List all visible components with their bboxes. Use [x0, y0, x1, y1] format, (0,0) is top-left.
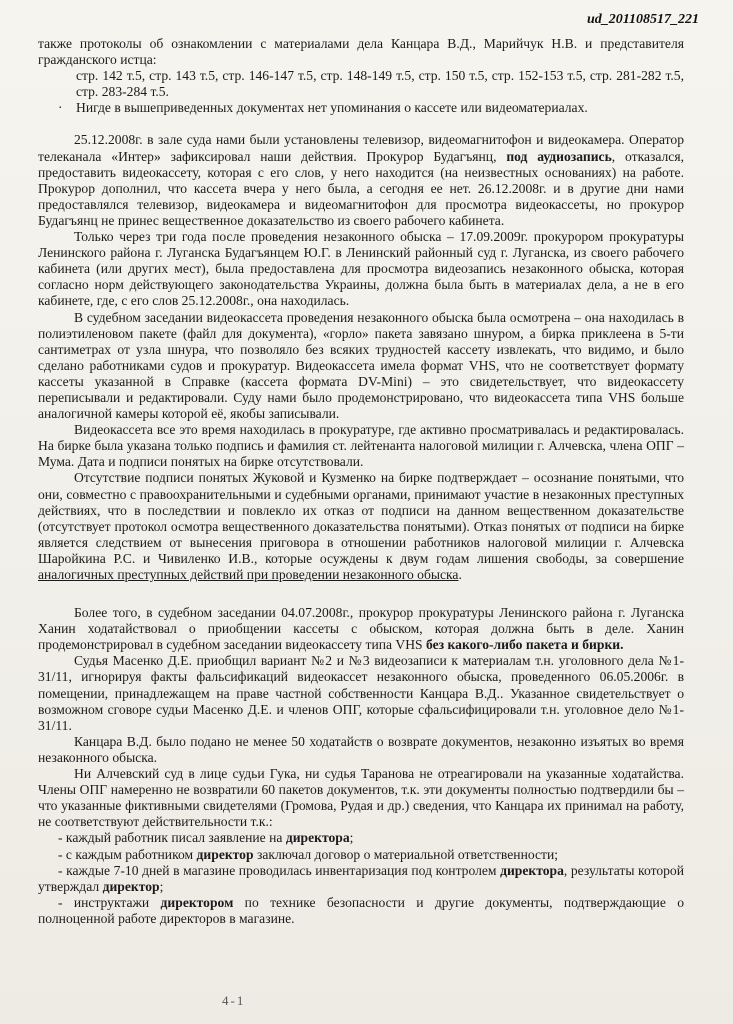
paragraph: Отсутствие подписи понятых Жуковой и Кузменко на бирке подтверждает – осознание понятыми, что они, совместно с правоохранительными и судебными органами, принимают участие в незаконных преступных действиях, что в последствии и повлекло их отказ от подписи на данном вещественном доказательстве (отсутствует протокол осмотра вещественного доказательства понятыми). Отказ понятых от подписи на бирке является следствием от вынесения приговора в отношении работников налоговой милиции г. Алчевска Шаройкина Р.С. и Чивиленко И.В., которые осуждены к двум годам лишения свободы, за совершение аналогичных преступных действий при проведении незаконного обыска.	[38, 470, 684, 582]
bullet-dot: ·	[58, 100, 63, 116]
paragraph: · Нигде в вышеприведенных документах нет упоминания о кассете или видеоматериалах.	[58, 100, 588, 116]
paragraph: Судья Масенко Д.Е. приобщил вариант №2 и №3 видеозаписи к материалам т.н. уголовного дела №1-31/11, игнорируя факты фальсификаций видеокассет незаконного обыска, проведенного 06.05.2006г. в помещении, принадлежащем на праве частной собственности Канцара В.Д.. Указанное свидетельствует о возможном сговоре судьи Масенко Д.Е. и членов ОПГ, которые сфальсифицировали т.н. уголовное дело №1-31/11.	[38, 653, 684, 733]
paragraph: Только через три года после проведения незаконного обыска – 17.09.2009г. прокурором прокуратуры Ленинского района г. Луганска Будагъянцем Ю.Г. в Ленинский районный суд г. Луганска, из своего рабочего кабинета (или других мест), была предоставлена для просмотра видеозапись незаконного обыска, которая согласно норм действующего законодательства Украины, должна была быть в материалах дела, а не в его кабинете, где, с его слов 25.12.2008г., она находилась.	[38, 229, 684, 309]
paragraph: также протоколы об ознакомлении с материалами дела Канцара В.Д., Марийчук Н.В. и представителя гражданского истца:	[38, 36, 684, 68]
list-item: - каждые 7-10 дней в магазине проводилась инвентаризация под контролем директора, результаты которой утверждал директор;	[38, 862, 685, 894]
handwritten-mark: 4-1	[222, 993, 246, 1008]
paragraph: Более того, в судебном заседании 04.07.2008г., прокурор прокуратуры Ленинского района г. Луганска Ханин ходатайствовал о приобщении кассеты с обыском, которая должна быть в деле. Ханин продемонстрировал в судебном заседании видеокассету типа VHS без какого-либо пакета и бирки.	[38, 605, 684, 653]
underlined-text: аналогичных преступных действий при проведении незаконного обыска	[38, 567, 459, 582]
paragraph: Видеокассета все это время находилась в прокуратуре, где активно просматривалась и редактировалась. На бирке была указана только подпись и фамилия ст. лейтенанта налоговой милиции г. Алчевска, члена ОПГ – Мума. Дата и подписи понятых на бирке отсутствовали.	[38, 422, 684, 470]
emphasis: под аудиозапись	[506, 148, 612, 164]
document-body	[38, 36, 684, 927]
document-id: ud_201108517_221	[586, 12, 699, 27]
list-item: - каждый работник писал заявление на директора;	[58, 830, 354, 846]
paragraph: Канцара В.Д. было подано не менее 50 ходатайств о возврате документов, незаконно изъятых во время незаконного обыска.	[38, 733, 684, 765]
list-item: - с каждым работником директор заключал договор о материальной ответственности;	[58, 846, 559, 862]
paragraph: 25.12.2008г. в зале суда нами были установлены телевизор, видеомагнитофон и видеокамера. Оператор телеканала «Интер» зафиксировал наши действия. Прокурор Будагъянц, под аудиозапись, отказался, предоставить видеокассету, которая с его слов, у него находится (на неизвестных основаниях) на работе. Прокурор дополнил, что кассета вчера у него была, а сегодня ее нет. 26.12.2008г. и в другие дни нами предоставлялся телевизор, видеокамера и видеомагнитофон для просмотра видеокассеты, но прокурор Будагъянц не принес вещественное доказательство из своего рабочего кабинета.	[38, 132, 684, 228]
emphasis: без какого-либо пакета и бирки.	[426, 637, 624, 653]
paragraph: В судебном заседании видеокассета проведения незаконного обыска была осмотрена – она находилась в полиэтиленовом пакете (файл для документа), «горло» пакета завязано шнуром, а бирка приклеена в 5-ти сантиметрах от узла шнура, что позволяло без всяких трудностей кассету извлекать, что видимо, и было сделано работниками судов и прокуратур. Видеокассета имела формат VHS, что не соответствует формату кассеты указанной в Справке (кассета формата DV-Mini) – это свидетельствует, что видеокассету переписывали и редактировали. Суду нами было продемонстрировано, что видеокассета типа VHS больше аналогичной камеры которой её, якобы записывали.	[38, 309, 684, 422]
list-item: - инструктажи директором по технике безопасности и другие документы, подтверждающие о полноценной работе директоров в магазине.	[38, 894, 684, 926]
paragraph: Ни Алчевский суд в лице судьи Гука, ни судья Таранова не отреагировали на указанные ходатайства. Члены ОПГ намеренно не возвратили 60 пакетов документов, т.к. эти документы полностью подтвердили бы – что указанные фиктивными свидетелями (Громова, Рудая и др.) сведения, что Канцара их принимал на работу, не соответствуют действительности т.к.:	[38, 766, 684, 830]
page-references: стр. 142 т.5, стр. 143 т.5, стр. 146-147 т.5, стр. 148-149 т.5, стр. 150 т.5, стр. 152-153 т.5, стр. 281-282 т.5, стр. 283-284 т.5.	[76, 68, 684, 100]
